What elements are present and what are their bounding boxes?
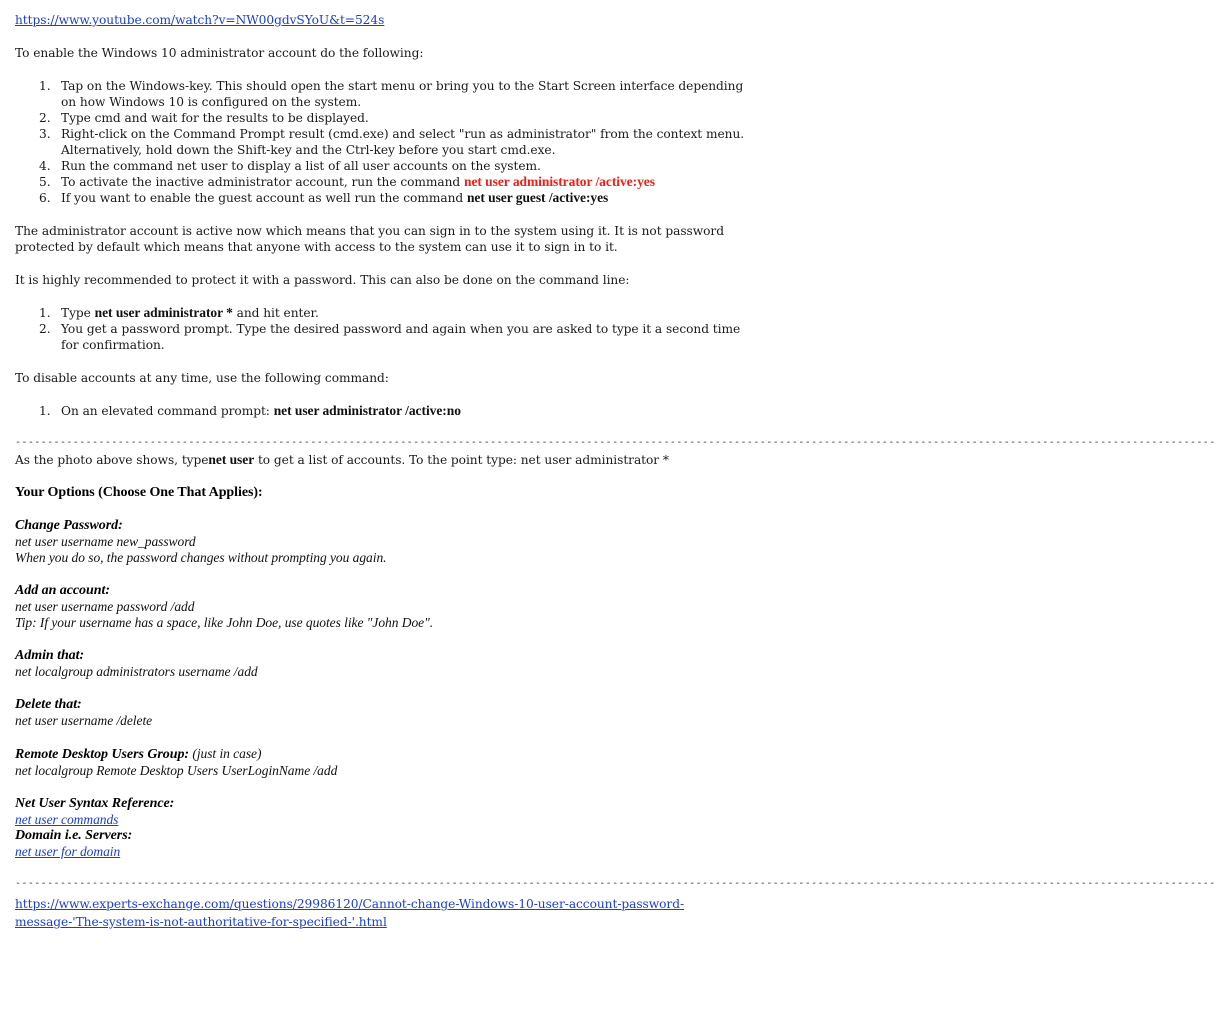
command-line: net user username password /add	[15, 599, 195, 614]
section-heading: Remote Desktop Users Group:	[15, 747, 190, 762]
section-heading: Admin that:	[15, 648, 85, 663]
separator-line: -------------------------------------------------------------------------------------------------------------------------------------------------------------------------------------------	[15, 878, 1216, 889]
command-line: net localgroup Remote Desktop Users UserLoginName /add	[15, 763, 338, 778]
description-line: When you do so, the password changes without prompting you again.	[15, 550, 387, 565]
list-item: 2. Type cmd and wait for the results to be displayed.	[39, 111, 369, 125]
separator-line: -------------------------------------------------------------------------------------------------------------------------------------------------------------------------------------------	[15, 437, 1216, 448]
list-item: 3. Right-click on the Command Prompt result (cmd.exe) and select "run as administrator" from the context menu. Alternatively, hold down the Shift-key and the Ctrl-key before you start cmd.exe.	[39, 127, 745, 157]
admin-active-paragraph: The administrator account is active now which means that you can sign in to the system using it. It is not password protected by default which means that anyone with access to the system can use it to sign in to it.	[15, 224, 724, 254]
disable-steps-list	[15, 403, 750, 419]
command-disable-admin: net user administrator /active:no	[273, 403, 461, 418]
section-heading: Add an account:	[15, 583, 110, 598]
delete-that-section	[15, 697, 750, 729]
section-heading: Change Password:	[15, 518, 123, 533]
disable-paragraph: To disable accounts at any time, use the following command:	[15, 371, 389, 385]
photo-paragraph: As the photo above shows, typenet user to get a list of accounts. To the point type: net user administrator *	[15, 452, 669, 467]
command-line: net user username /delete	[15, 713, 153, 728]
youtube-link[interactable]: https://www.youtube.com/watch?v=NW00gdvSYoU&t=524s	[15, 13, 385, 27]
list-item: 1. Type net user administrator * and hit enter.	[39, 305, 319, 320]
document-page	[15, 12, 1216, 931]
command-net-user: net user	[208, 452, 255, 467]
enable-steps-list	[15, 78, 750, 206]
command-enable-guest: net user guest /active:yes	[466, 190, 609, 205]
section-heading: Domain i.e. Servers:	[15, 828, 133, 843]
section-note: (just in case)	[189, 746, 262, 761]
list-item: 4. Run the command net user to display a list of all user accounts on the system.	[39, 159, 541, 173]
add-account-section	[15, 583, 750, 631]
command-set-password: net user administrator *	[94, 305, 233, 320]
list-item: 1. Tap on the Windows-key. This should open the start menu or bring you to the Start Screen interface depending on how Windows 10 is configured on the system.	[39, 79, 744, 109]
intro-text: To enable the Windows 10 administrator account do the following:	[15, 46, 424, 60]
options-heading: Your Options (Choose One That Applies):	[15, 485, 263, 500]
recommend-paragraph: It is highly recommended to protect it with a password. This can also be done on the command line:	[15, 273, 630, 287]
list-item: 5. To activate the inactive administrator account, run the command net user administrator /active:yes	[39, 174, 655, 189]
command-activate-admin: net user administrator /active:yes	[464, 174, 655, 189]
net-user-commands-link[interactable]: net user commands	[15, 812, 119, 827]
net-user-domain-link[interactable]: net user for domain	[15, 844, 121, 859]
change-password-section	[15, 518, 750, 566]
list-item: 6. If you want to enable the guest account as well run the command net user guest /active:yes	[39, 190, 609, 205]
experts-exchange-link[interactable]: https://www.experts-exchange.com/questions/29986120/Cannot-change-Windows-10-user-account-password- message-'The-system-is-not-authoritative-for-specified-'.html	[15, 897, 685, 929]
password-steps-list	[15, 305, 750, 353]
section-heading: Delete that:	[15, 697, 82, 712]
syntax-reference-section	[15, 796, 750, 860]
section-heading: Net User Syntax Reference:	[15, 796, 175, 811]
remote-desktop-section	[15, 746, 750, 779]
admin-that-section	[15, 648, 750, 680]
tip-line: Tip: If your username has a space, like John Doe, use quotes like "John Doe".	[15, 615, 434, 630]
list-item: 2. You get a password prompt. Type the desired password and again when you are asked to type it a second time for confirmation.	[39, 322, 741, 352]
list-item: 1. On an elevated command prompt: net user administrator /active:no	[39, 403, 461, 418]
command-line: net localgroup administrators username /add	[15, 664, 258, 679]
command-line: net user username new_password	[15, 534, 196, 549]
